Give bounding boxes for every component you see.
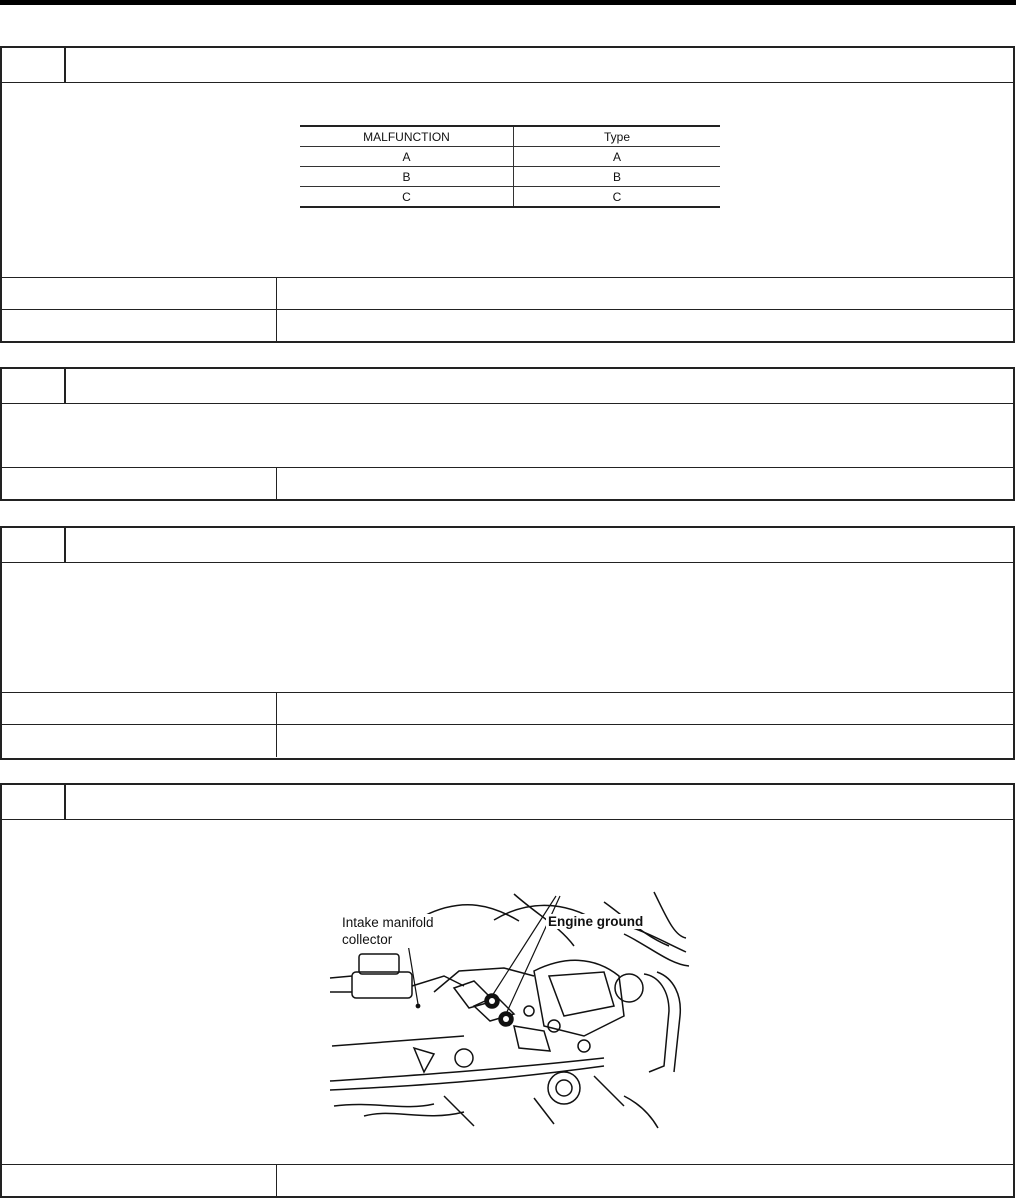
step-2 — [0, 367, 1015, 501]
step-1-body — [2, 83, 1013, 278]
step-1-title — [66, 48, 1013, 82]
table-cell: B — [300, 167, 514, 187]
engine-ground-label: Engine ground — [548, 914, 644, 929]
step-1 — [0, 46, 1015, 343]
step-3-result-row-1 — [2, 693, 1013, 725]
page-top-rule — [0, 0, 1016, 5]
step-4-body — [2, 820, 1013, 1165]
table-cell: A — [514, 147, 721, 167]
result-value — [277, 278, 1013, 309]
step-4 — [0, 783, 1015, 1198]
step-4-header — [2, 785, 1013, 820]
table-header-row — [300, 126, 720, 147]
step-3 — [0, 526, 1015, 760]
table-header-type: Type — [514, 126, 721, 147]
result-key — [2, 278, 277, 309]
step-2-number — [2, 369, 66, 403]
result-value — [277, 725, 1013, 757]
result-value — [277, 310, 1013, 342]
step-3-result-row-2 — [2, 725, 1013, 757]
result-key — [2, 310, 277, 342]
step-2-header — [2, 369, 1013, 404]
table-cell: C — [300, 187, 514, 208]
step-2-title — [66, 369, 1013, 403]
result-key — [2, 693, 277, 724]
step-4-title — [66, 785, 1013, 819]
table-cell: C — [514, 187, 721, 208]
table-cell: A — [300, 147, 514, 167]
step-1-result-row-2 — [2, 310, 1013, 342]
table-row — [300, 167, 720, 187]
step-2-body — [2, 404, 1013, 468]
step-3-header — [2, 528, 1013, 563]
result-value — [277, 1165, 1013, 1197]
table-header-malfunction: MALFUNCTION — [300, 126, 514, 147]
step-3-title — [66, 528, 1013, 562]
step-2-result-row-1 — [2, 468, 1013, 500]
step-1-result-row-1 — [2, 278, 1013, 310]
step-4-number — [2, 785, 66, 819]
result-key — [2, 725, 277, 757]
step-3-body — [2, 563, 1013, 693]
intake-manifold-collector-label: Intake manifold collector — [342, 915, 434, 947]
table-row — [300, 187, 720, 208]
table-cell: B — [514, 167, 721, 187]
step-1-header — [2, 48, 1013, 83]
step-4-result-row-1 — [2, 1165, 1013, 1197]
result-key — [2, 468, 277, 500]
result-value — [277, 468, 1013, 500]
result-key — [2, 1165, 277, 1197]
malfunction-type-table — [300, 125, 720, 208]
step-3-number — [2, 528, 66, 562]
result-value — [277, 693, 1013, 724]
table-row — [300, 147, 720, 167]
step-1-number — [2, 48, 66, 82]
